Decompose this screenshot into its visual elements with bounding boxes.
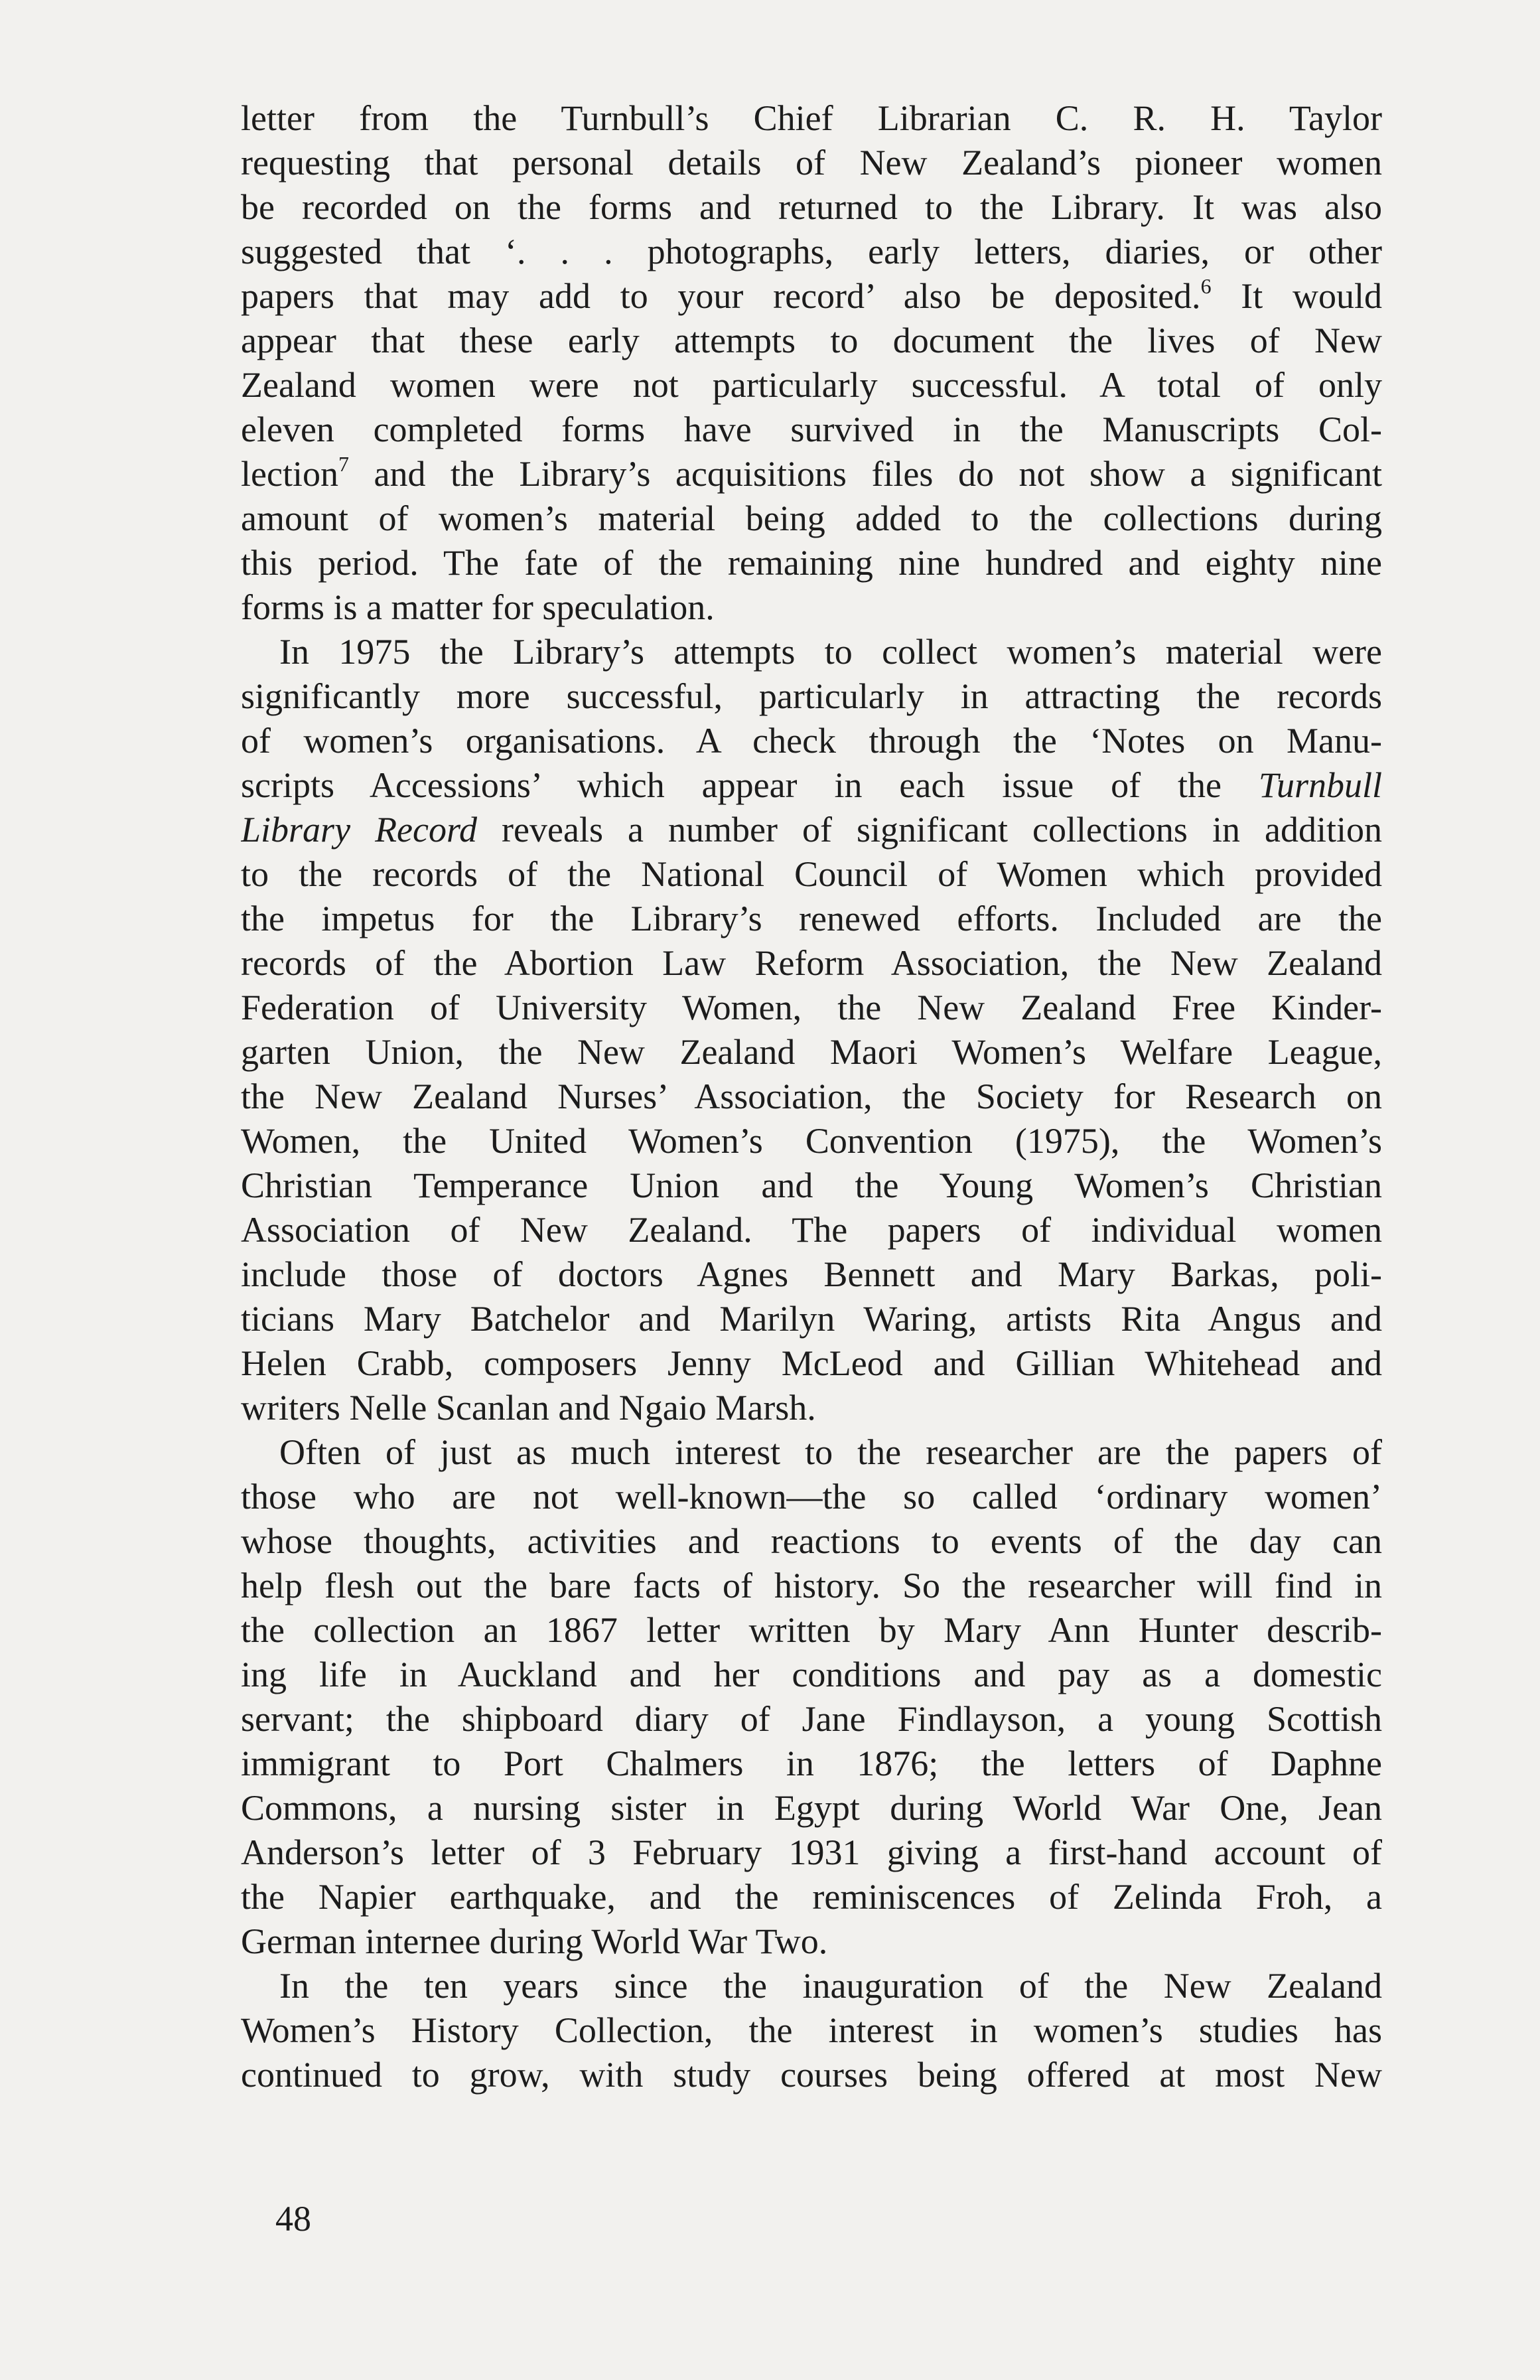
text-line: In the ten years since the inauguration of the New Zealand: [279, 1966, 1382, 2006]
text-line: suggested that ‘. . . photographs, early letters, diaries, or other: [241, 232, 1382, 271]
text-line: Association of New Zealand. The papers of individual women: [241, 1210, 1382, 1250]
text-line: forms is a matter for speculation.: [241, 587, 715, 627]
text-line: the Napier earthquake, and the reminiscences of Zelinda Froh, a: [241, 1877, 1382, 1917]
footnote-ref-7: 7: [338, 452, 349, 476]
text-line: writers Nelle Scanlan and Ngaio Marsh.: [241, 1388, 816, 1428]
text-line: eleven completed forms have survived in the Manuscripts Col-: [241, 409, 1382, 449]
text-line: records of the Abortion Law Reform Association, the New Zealand: [241, 943, 1382, 983]
paragraph-4: [241, 1964, 1382, 2097]
paragraph-3: [241, 1430, 1382, 1964]
text-line: Anderson’s letter of 3 February 1931 giving a first-hand account of: [241, 1832, 1382, 1872]
text-line: German internee during World War Two.: [241, 1921, 828, 1961]
text-line: garten Union, the New Zealand Maori Women’s Welfare League,: [241, 1032, 1382, 1072]
page-number: 48: [275, 2199, 311, 2239]
text-line: include those of doctors Agnes Bennett and Mary Barkas, poli-: [241, 1254, 1382, 1294]
text-line: requesting that personal details of New Zealand’s pioneer women: [241, 143, 1382, 183]
text-line: letter from the Turnbull’s Chief Librarian C. R. H. Taylor: [241, 98, 1382, 138]
text-line: Federation of University Women, the New Zealand Free Kinder-: [241, 988, 1382, 1027]
text-line: [241, 452, 1382, 496]
text-line: Often of just as much interest to the researcher are the papers of: [279, 1432, 1382, 1472]
text-line: Commons, a nursing sister in Egypt during World War One, Jean: [241, 1788, 1382, 1828]
text-line: [241, 808, 1382, 852]
text-line: of women’s organisations. A check through the ‘Notes on Manu-: [241, 721, 1382, 761]
text-segment: It would: [1211, 276, 1382, 316]
italic-title: Turnbull: [1258, 765, 1382, 805]
text-line: help flesh out the bare facts of history. So the researcher will find in: [241, 1566, 1382, 1605]
text-line: In 1975 the Library’s attempts to collect women’s material were: [279, 632, 1382, 672]
text-segment: scripts Accessions’ which appear in each issue of the: [241, 765, 1259, 805]
paragraph-1: [241, 96, 1382, 630]
text-line: Helen Crabb, composers Jenny McLeod and Gillian Whitehead and: [241, 1343, 1382, 1383]
footnote-ref-6: 6: [1200, 274, 1212, 298]
page-body: [241, 96, 1382, 2097]
text-line: Zealand women were not particularly successful. A total of only: [241, 365, 1382, 405]
text-segment: lection: [241, 454, 338, 494]
text-line: immigrant to Port Chalmers in 1876; the letters of Daphne: [241, 1744, 1382, 1783]
text-line: continued to grow, with study courses being offered at most New: [241, 2055, 1382, 2095]
text-line: those who are not well-known—the so called ‘ordinary women’: [241, 1477, 1382, 1517]
text-line: ticians Mary Batchelor and Marilyn Waring, artists Rita Angus and: [241, 1299, 1382, 1339]
text-line: Women’s History Collection, the interest in women’s studies has: [241, 2010, 1382, 2050]
text-line: [241, 274, 1382, 319]
text-line: the New Zealand Nurses’ Association, the Society for Research on: [241, 1077, 1382, 1116]
text-line: servant; the shipboard diary of Jane Findlayson, a young Scottish: [241, 1699, 1382, 1739]
text-segment: and the Library’s acquisitions files do not show a significant: [348, 454, 1382, 494]
text-segment: reveals a number of significant collections in addition: [477, 810, 1382, 850]
text-line: Christian Temperance Union and the Young Women’s Christian: [241, 1165, 1382, 1205]
text-line: amount of women’s material being added to the collections during: [241, 498, 1382, 538]
text-line: to the records of the National Council of Women which provided: [241, 854, 1382, 894]
text-line: Women, the United Women’s Convention (1975), the Women’s: [241, 1121, 1382, 1161]
italic-title: Library Record: [241, 810, 478, 850]
text-line: this period. The fate of the remaining nine hundred and eighty nine: [241, 543, 1382, 583]
text-line: whose thoughts, activities and reactions to events of the day can: [241, 1521, 1382, 1561]
text-line: the collection an 1867 letter written by Mary Ann Hunter describ-: [241, 1610, 1382, 1650]
text-line: appear that these early attempts to document the lives of New: [241, 321, 1382, 360]
text-line: be recorded on the forms and returned to the Library. It was also: [241, 187, 1382, 227]
text-line: ing life in Auckland and her conditions and pay as a domestic: [241, 1655, 1382, 1694]
text-segment: papers that may add to your record’ also be deposited.: [241, 276, 1201, 316]
text-line: [241, 763, 1382, 808]
text-line: the impetus for the Library’s renewed efforts. Included are the: [241, 899, 1382, 938]
text-line: significantly more successful, particularly in attracting the records: [241, 676, 1382, 716]
paragraph-2: [241, 630, 1382, 1430]
